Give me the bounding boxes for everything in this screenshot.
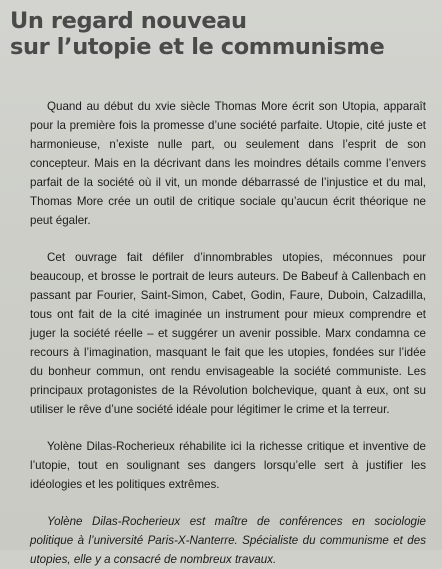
paragraph-utopias: Cet ouvrage fait défiler d’innombrables utopies, méconnues pour beaucoup, et brosse le portrait de leurs auteurs. De Babeuf à Callenbach en passant par Fourier, Saint-Simon, Cabet, Godin, Faure, Duboin, Calzadilla, tous ont fait de la cité imaginée un instrument pour mieux comprendre et juger la société réelle – et suggérer un avenir possible. Marx condamna ce recours à l’imagination, masquant le fait que les utopies, fondées sur l’idée du bonheur commun, ont rendu envisageable la société communiste. Les principaux protagonistes de la Révolution bolchevique, quant à eux, ont su utiliser le rêve d’une société idéale pour légitimer le crime et la terreur. bbox=[30, 251, 426, 416]
title-line-1: Un regard nouveau bbox=[10, 8, 247, 34]
title-line-2: sur l’utopie et le communisme bbox=[10, 34, 385, 60]
paragraph-intro: Quand au début du xvie siècle Thomas More écrit son Utopia, apparaît pour la première fois la promesse d’une société parfaite. Utopie, cité juste et harmonieuse, n’existe nulle part, ou seulement dans l’esprit de son concepteur. Mais en la décrivant dans les moindres détails comme l’envers parfait de la société où il vit, un monde débarrassé de l’injustice et du mal, Thomas More crée un outil de critique sociale qu’aucun écrit théorique ne peut égaler. bbox=[30, 100, 426, 227]
cover-title bbox=[10, 8, 436, 60]
author-bio: Yolène Dilas-Rocherieux est maître de conférences en sociologie politique à l’université Paris-X-Nanterre. Spécialiste du communisme et des utopies, elle y a consacré de nombreux travaux. bbox=[30, 515, 426, 566]
paragraph-rehabilitation: Yolène Dilas-Rocherieux réhabilite ici la richesse critique et inventive de l’utopie, tout en soulignant ses dangers lorsqu’elle sert à justifier les idéologies et les politiques extrêmes. bbox=[30, 440, 426, 491]
blurb-body bbox=[30, 97, 426, 569]
